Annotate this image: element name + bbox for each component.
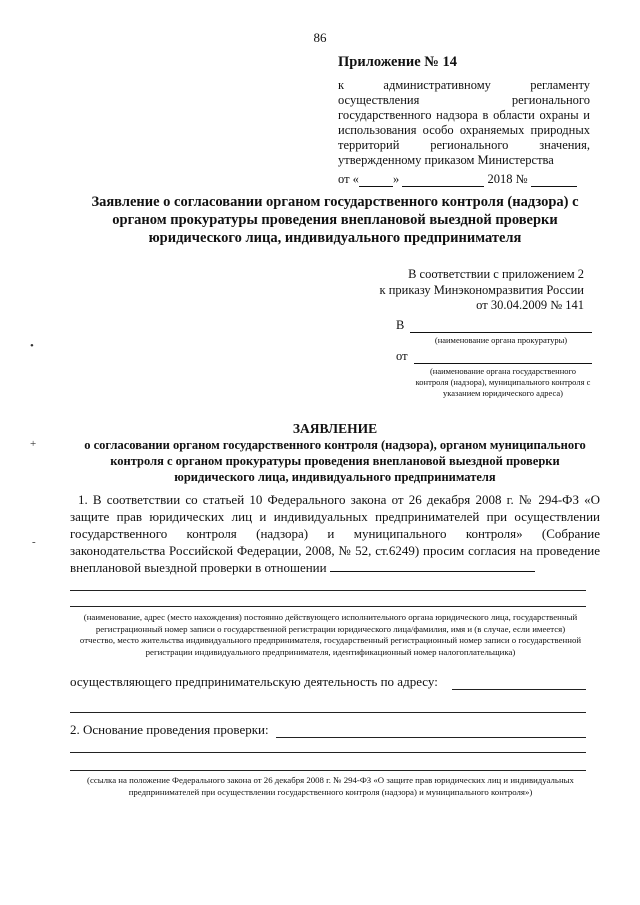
from-hint: (наименование органа государственного контроля (надзора), муниципального контроля с указанием юридического адреса) [415,366,591,398]
paragraph-2: 2. Основание проведения проверки: [70,722,269,737]
appendix-title: Приложение № 14 [338,54,457,70]
reference-line: от 30.04.2009 № 141 [476,298,584,312]
reference-line: к приказу Минэкономразвития России [379,282,584,297]
subject-line[interactable] [70,590,586,591]
appendix-text: к административному регламенту осуществления регионального государственного надзора в области охраны и использования особо охраняемых природных территорий регионального значения, утвержденному приказом Министерства [338,78,590,167]
statement-heading [70,421,600,485]
basis-line[interactable] [70,752,586,753]
order-number-field[interactable] [531,173,577,187]
address-field[interactable] [452,689,586,690]
basis-field[interactable] [276,737,586,738]
prosecutor-name-field[interactable] [410,320,592,333]
reference-line: В соответствии с приложением 2 [408,267,584,281]
to-label: В [396,318,405,332]
address-label: осуществляющего предпринимательскую деятельность по адресу: [70,674,438,689]
reference-block [380,267,585,314]
subject-note: (наименование, адрес (место нахождения) постоянно действующего исполнительного органа юридического лица, государственный регистрационный номер записи о государственной регистрации юридического лица/фамилия, имя и (в случае, если имеется) отчество, место жительства индивидуального предпринимателя, государственный регистрационный номер записи о государственной регистрации индивидуального предпринимателя, идентификационный номер налогоплательщика) [79,612,582,657]
order-day-field[interactable] [359,173,393,187]
order-month-field[interactable] [402,173,484,187]
order-from-label: от « [338,172,359,186]
statement-title: ЗАЯВЛЕНИЕ [292,421,378,436]
subject-line[interactable] [70,606,586,607]
scan-mark: + [30,438,37,450]
statement-subtitle: о согласовании органом государственного контроля (надзора), органом муниципального контроля с органом прокуратуры проведения внеплановой выездной проверки юридического лица, индивидуального предпринимателя [84,438,586,484]
page-number: 86 [313,30,327,45]
from-row [396,349,592,364]
scan-mark: - [32,536,36,548]
basis-line[interactable] [70,770,586,771]
paragraph-1 [70,491,600,576]
main-title: Заявление о согласовании органом государственного контроля (надзора) с органом прокуратуры проведения внеплановой выездной проверки юридического лица, индивидуального предпринимателя [91,194,579,246]
subject-name-field[interactable] [330,559,535,572]
order-year-label: 2018 № [487,172,528,186]
paragraph-1-text: 1. В соответствии со статьей 10 Федерального закона от 26 декабря 2008 г. № 294-ФЗ «О защите прав юридических лиц и индивидуальных предпринимателей при осуществлении государственного контроля (надзора) и муниципального контроля» (Собрание законодательства Российской Федерации, 2008, № 52, ст.6249) просим согласия на проведение внеплановой выездной проверки в отношении [70,492,600,575]
addressee-block [396,318,592,399]
from-label: от [396,349,408,363]
control-body-field[interactable] [414,351,592,364]
order-date-line [338,172,590,187]
scan-mark: • [30,340,34,352]
to-hint: (наименование органа прокуратуры) [434,335,568,345]
address-line[interactable] [70,712,586,713]
basis-note: (ссылка на положение Федерального закона от 26 декабря 2008 г. № 294-ФЗ «О защите прав юридических лиц и индивидуальных предпринимателей при осуществлении государственного контроля (надзора) и муниципального контроля») [87,775,574,797]
to-row [396,318,592,333]
order-mid-label: » [392,172,400,186]
